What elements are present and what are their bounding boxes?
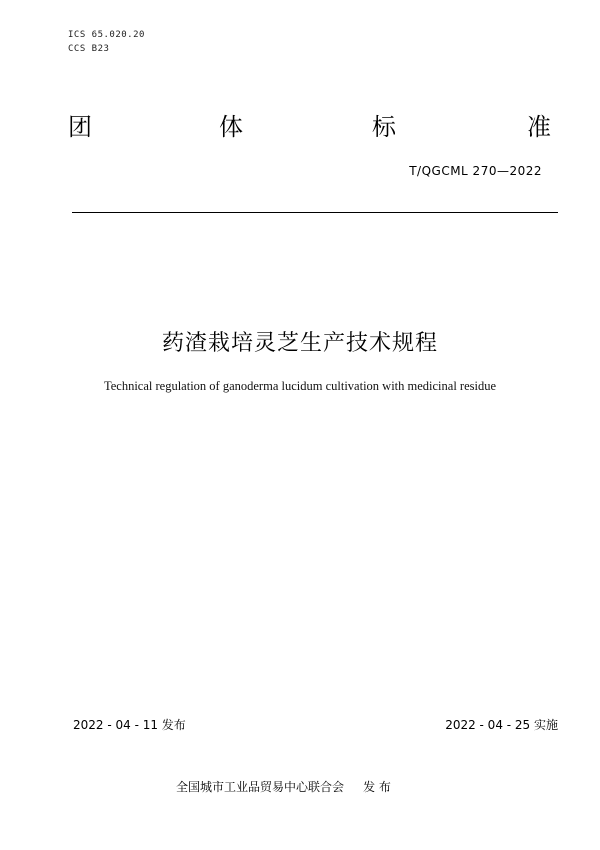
issue-date: 2022 - 04 - 11 发布 <box>73 718 186 732</box>
standard-type-char: 体 <box>219 113 243 141</box>
ics-code: ICS 65.020.20 <box>68 30 145 40</box>
implementation-date: 2022 - 04 - 25 实施 <box>445 718 558 732</box>
header-divider <box>72 212 558 213</box>
standard-type-char: 准 <box>527 113 551 141</box>
document-title-chinese: 药渣栽培灵芝生产技术规程 <box>161 331 438 356</box>
publisher: 全国城市工业品贸易中心联合会 发 布 <box>176 780 391 794</box>
standard-number: T/QGCML 270—2022 <box>409 164 542 178</box>
standard-type-char: 标 <box>372 113 396 141</box>
ccs-code: CCS B23 <box>68 44 110 54</box>
standard-type-char: 团 <box>68 113 92 141</box>
document-title-english: Technical regulation of ganoderma lucidum cultivation with medicinal residue <box>103 379 497 393</box>
